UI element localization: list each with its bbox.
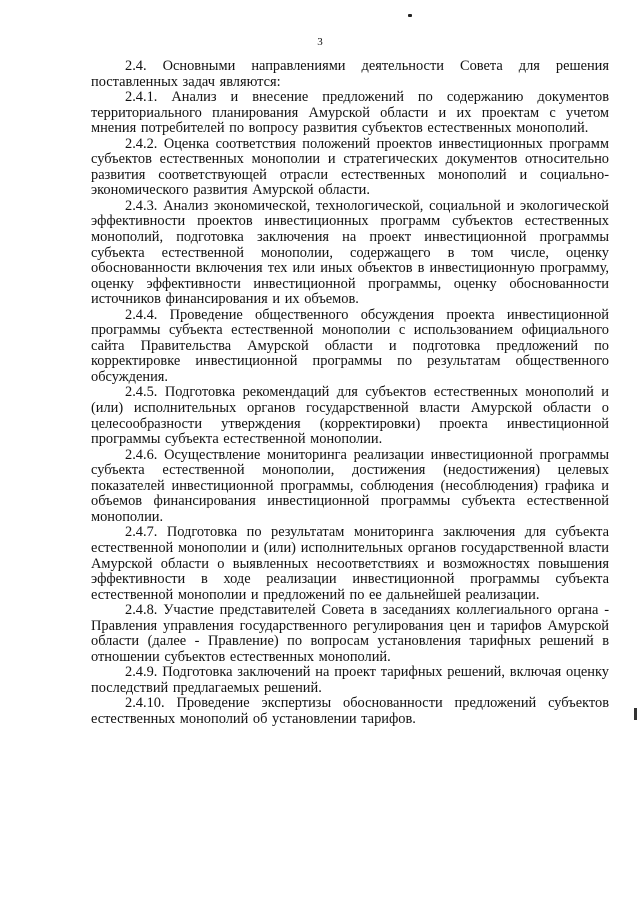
paragraph-2-4-4: 2.4.4. Проведение общественного обсуждения проекта инвестиционной программы субъекта естественной монополии с использованием официального сайта Правительства Амурской области и подготовка предложений по корректировке инвестиционной программы по результатам общественного обсуждения.: [91, 306, 609, 385]
document-body: [91, 59, 609, 728]
paragraph-2-4-1: 2.4.1. Анализ и внесение предложений по содержанию документов территориального планирования Амурской области и их проектам с учетом мнения потребителей по вопросу развития субъектов естественных монополий.: [91, 89, 609, 137]
paragraph-2-4-10: 2.4.10. Проведение экспертизы обоснованности предложений субъектов естественных монополий об установлении тарифов.: [91, 695, 609, 727]
paragraph-2-4-3: 2.4.3. Анализ экономической, технологической, социальной и экологической эффективности проектов инвестиционных программ субъектов естественных монополий, подготовка заключения на проект инвестиционной программы субъекта естественной монополии, содержащего в том числе, оценку обоснованности включения тех или иных объектов в инвестиционную программу, оценку эффективности инвестиционной программы, оценку обоснованности источников финансирования и их объемов.: [91, 197, 609, 308]
paragraph-2-4-9: 2.4.9. Подготовка заключений на проект тарифных решений, включая оценку последствий предлагаемых решений.: [91, 664, 609, 696]
paragraph-2-4-8: 2.4.8. Участие представителей Совета в заседаниях коллегиального органа - Правления управления государственного регулирования цен и тарифов Амурской области (далее - Правление) по вопросам установления тарифных решений в отношении субъектов естественных монополий.: [91, 602, 609, 665]
paragraph-2-4: 2.4. Основными направлениями деятельности Совета для решения поставленных задач являются:: [91, 58, 609, 90]
page-number: 3: [317, 36, 323, 48]
paragraph-2-4-6: 2.4.6. Осуществление мониторинга реализации инвестиционной программы субъекта естественной монополии, достижения (недостижения) целевых показателей инвестиционной программы, соблюдения (несоблюдения) графика и объемов финансирования инвестиционной программы субъекта естественной монополии.: [91, 446, 609, 525]
scan-artifact: [408, 14, 412, 17]
scan-edge-artifact: [634, 708, 637, 720]
paragraph-2-4-5: 2.4.5. Подготовка рекомендаций для субъектов естественных монополий и (или) исполнительных органов государственной власти Амурской области о целесообразности утверждения (корректировки) проекта инвестиционной программы субъекта естественной монополии.: [91, 384, 609, 448]
paragraph-2-4-2: 2.4.2. Оценка соответствия положений проектов инвестиционных программ субъектов естественных монополии и стратегических документов относительно развития соответствующей отрасли естественных монополий и социально-экономического развития Амурской области.: [91, 135, 609, 199]
paragraph-2-4-7: 2.4.7. Подготовка по результатам мониторинга заключения для субъекта естественной монополии и (или) исполнительных органов государственной власти Амурской области о выявленных несоответствиях и возможностях повышения эффективности в ходе реализации инвестиционной программы субъекта естественной монополии и предложений по ее дальнейшей реализации.: [91, 524, 609, 603]
